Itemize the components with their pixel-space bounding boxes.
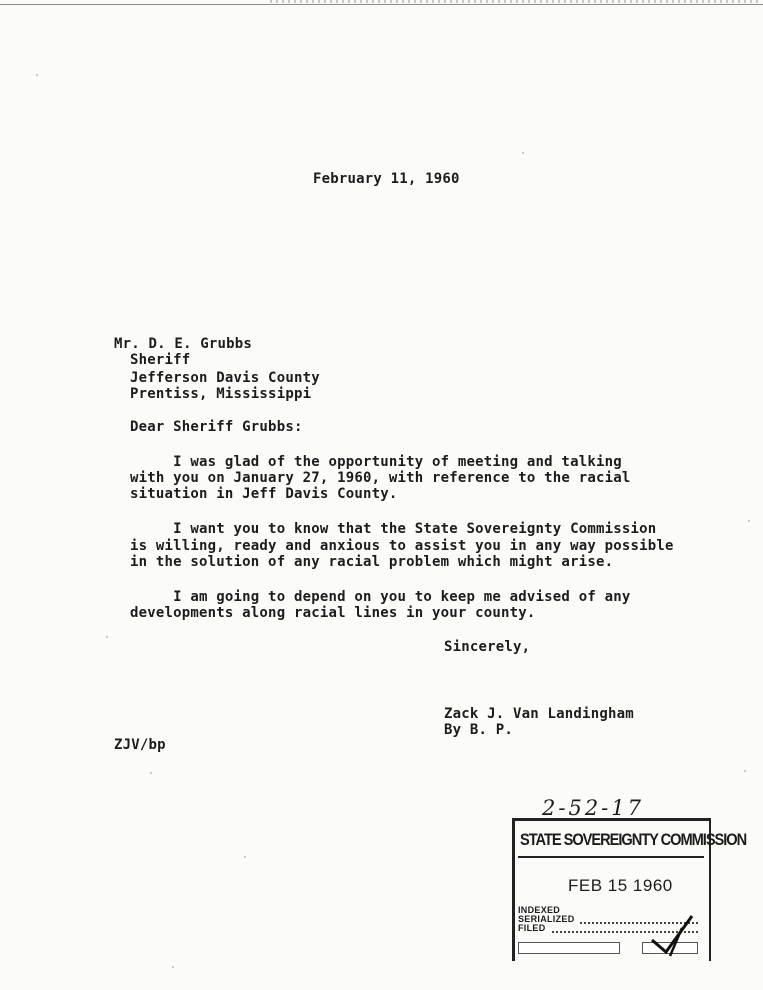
closing: Sincerely,: [444, 639, 531, 655]
stamp-label-serialized: SERIALIZED: [518, 914, 575, 924]
stamp-title: STATE SOVEREIGNTY COMMISSION: [520, 830, 747, 849]
page-top-rule: [0, 4, 763, 5]
address-line: Mr. D. E. Grubbs: [114, 336, 253, 352]
received-stamp: [512, 796, 747, 964]
address-line: Sheriff: [130, 352, 191, 368]
body-line: I am going to depend on you to keep me advised of any: [130, 589, 631, 605]
stamp-date: FEB 15 1960: [568, 876, 673, 895]
body-line: developments along racial lines in your county.: [130, 605, 536, 621]
stamp-label-indexed: INDEXED: [518, 905, 561, 915]
signature-line: By B. P.: [444, 722, 514, 738]
body-line: situation in Jeff Davis County.: [130, 486, 398, 502]
signature-line: Zack J. Van Landingham: [444, 706, 634, 722]
body-line: I was glad of the opportunity of meeting and talking: [130, 454, 622, 470]
stamp-pen-mark-icon: [648, 912, 698, 958]
stamp-label-filed: FILED: [518, 923, 546, 933]
body-line: with you on January 27, 1960, with reference to the racial: [130, 470, 631, 486]
address-line: Jefferson Davis County: [130, 370, 320, 386]
salutation: Dear Sheriff Grubbs:: [130, 419, 303, 435]
stamp-divider: [518, 856, 704, 858]
address-line: Prentiss, Mississippi: [130, 386, 312, 402]
body-line: in the solution of any racial problem which might arise.: [130, 554, 614, 570]
stamp-handwritten-number: 2-52-17: [542, 796, 644, 820]
letter-date: February 11, 1960: [313, 171, 460, 187]
stamp-field-box: [518, 942, 620, 954]
body-line: is willing, ready and anxious to assist you in any way possible: [130, 538, 674, 554]
typist-initials: ZJV/bp: [114, 737, 166, 753]
body-line: I want you to know that the State Sovereignty Commission: [130, 521, 657, 537]
page-top-perforation: [270, 0, 760, 3]
